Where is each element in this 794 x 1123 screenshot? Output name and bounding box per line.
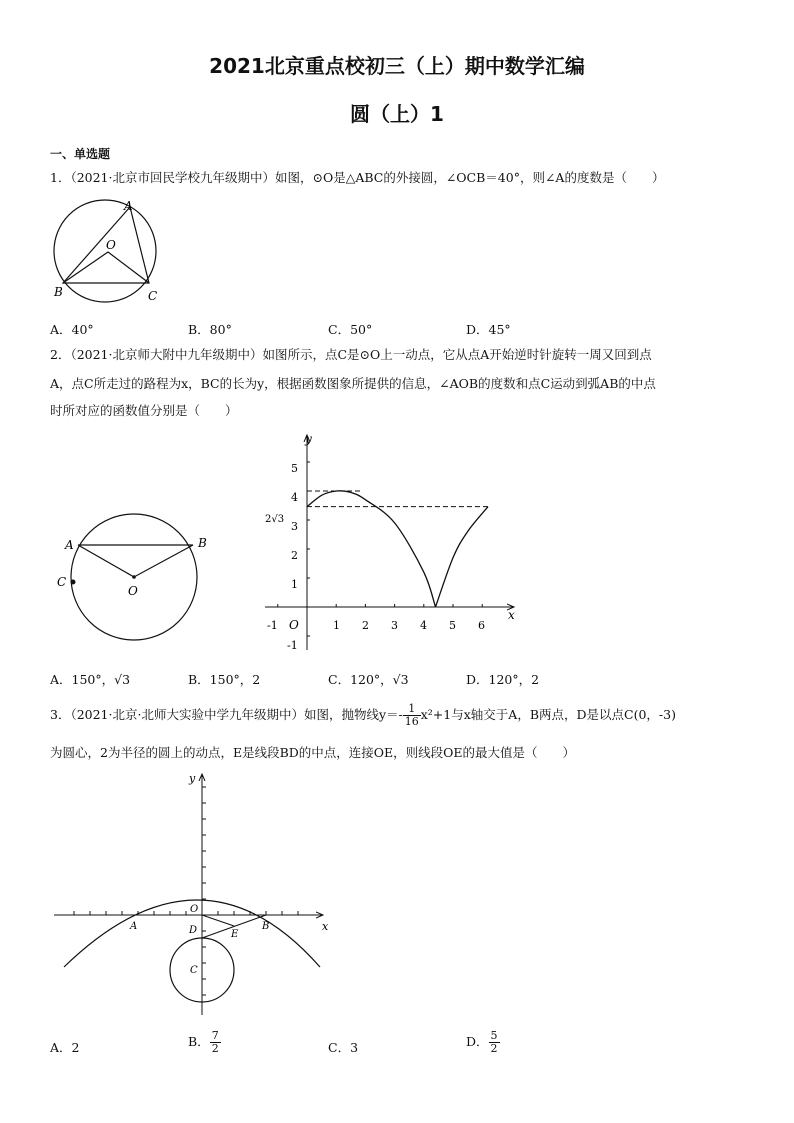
q3-parabola-figure xyxy=(50,770,340,1020)
q3-option-d-den: 2 xyxy=(490,1042,498,1055)
q1-option-b[interactable]: B．80° xyxy=(188,322,232,337)
graph-y-tick-neg1: -1 xyxy=(287,639,298,652)
q2-point-c xyxy=(71,580,76,585)
graph-origin-label: O xyxy=(289,618,299,632)
graph-x-tick-1: 1 xyxy=(333,619,340,632)
q1-option-d[interactable]: D．45° xyxy=(466,322,511,337)
graph-series-line xyxy=(307,491,488,607)
q1-circle-figure xyxy=(48,196,168,306)
q2-point-o xyxy=(132,575,136,579)
q3-frac-num: 1 xyxy=(403,703,421,716)
section-title: 一、单选题 xyxy=(50,147,111,161)
q3-axis-ticks xyxy=(74,787,298,995)
q2-option-c[interactable]: C．120°，√3 xyxy=(328,672,409,687)
question-3-line-2: 为圆心，2为半径的圆上的动点，E是线段BD的中点，连接OE，则线段OE的最大值是（ ） xyxy=(50,745,576,760)
q3-option-d-fraction xyxy=(489,1030,500,1055)
q1-label-c: C xyxy=(148,289,158,303)
q3-label-b: B xyxy=(262,921,270,932)
q1-option-a[interactable]: A．40° xyxy=(50,322,94,337)
graph-x-tick-6: 6 xyxy=(478,619,485,632)
q3-option-b-den: 2 xyxy=(211,1042,219,1055)
q2-circle-figure xyxy=(52,505,212,655)
q3-option-c[interactable]: C．3 xyxy=(328,1040,359,1055)
q2-label-c: C xyxy=(57,575,67,589)
q3-text-a: 3．（2021·北京·北师大实验中学九年级期中）如图，抛物线y＝- xyxy=(50,707,403,722)
graph-reference-lines xyxy=(307,491,488,507)
page-subtitle: 圆（上）1 xyxy=(350,102,444,126)
graph-ticks xyxy=(278,462,482,636)
q3-option-b-prefix: B． xyxy=(188,1034,210,1049)
graph-y-label: y xyxy=(305,432,312,446)
graph-label-2sqrt3: 2√3 xyxy=(265,514,285,525)
q3-label-o: O xyxy=(190,904,199,915)
question-3-line-1 xyxy=(50,703,676,728)
q3-label-x: x xyxy=(322,920,329,933)
q3-option-a[interactable]: A．2 xyxy=(50,1040,80,1055)
q3-option-d-num: 5 xyxy=(490,1029,498,1042)
question-1-stem: 1．（2021·北京市回民学校九年级期中）如图，⊙O是△ABC的外接圆，∠OCB＝40°，则∠A的度数是（ ） xyxy=(50,170,665,185)
graph-x-tick-4: 4 xyxy=(420,619,427,632)
q3-label-d: D xyxy=(189,925,198,936)
q2-label-a: A xyxy=(65,538,74,552)
q3-fraction xyxy=(403,703,421,728)
q2-chord-ab xyxy=(78,545,193,577)
q2-option-a[interactable]: A．150°，√3 xyxy=(50,672,131,687)
q3-option-b-fraction xyxy=(210,1030,221,1055)
q1-option-c[interactable]: C．50° xyxy=(328,322,373,337)
question-2-line-1: 2．（2021·北京师大附中九年级期中）如图所示，点C是⊙O上一动点，它从点A开始逆时针旋转一周又回到点 xyxy=(50,347,652,362)
graph-x-tick-neg1: -1 xyxy=(267,619,278,632)
q3-frac-den: 16 xyxy=(404,715,419,728)
q1-label-b: B xyxy=(54,285,63,299)
graph-x-tick-2: 2 xyxy=(362,619,369,632)
q2-option-d[interactable]: D．120°，2 xyxy=(466,672,540,687)
q1-label-o: O xyxy=(106,238,116,252)
q2-label-o: O xyxy=(128,584,138,598)
q2-option-b[interactable]: B．150°，2 xyxy=(188,672,261,687)
q3-option-d[interactable] xyxy=(466,1030,500,1055)
graph-y-tick-5: 5 xyxy=(291,462,298,475)
graph-y-tick-4: 4 xyxy=(291,491,298,504)
question-2-line-3: 时所对应的函数值分别是（ ） xyxy=(50,403,238,418)
q3-label-a: A xyxy=(130,921,138,932)
q3-option-b[interactable] xyxy=(188,1030,221,1055)
q2-function-graph xyxy=(255,430,525,660)
q2-label-b: B xyxy=(198,536,207,550)
q3-option-b-num: 7 xyxy=(211,1029,219,1042)
q3-option-d-prefix: D． xyxy=(466,1034,489,1049)
page-title: 2021北京重点校初三（上）期中数学汇编 xyxy=(209,54,585,78)
graph-x-tick-5: 5 xyxy=(449,619,456,632)
q3-label-e: E xyxy=(231,929,239,940)
graph-y-tick-2: 2 xyxy=(291,549,298,562)
question-2-line-2: A，点C所走过的路程为x，BC的长为y，根据函数图象所提供的信息，∠AOB的度数和点C运动到弧AB的中点 xyxy=(50,376,656,391)
graph-y-tick-1: 1 xyxy=(291,578,298,591)
q3-label-y: y xyxy=(189,772,196,785)
q3-text-b: x²+1与x轴交于A，B两点，D是以点C(0，-3) xyxy=(420,707,676,722)
graph-x-tick-3: 3 xyxy=(391,619,398,632)
q1-label-a: A xyxy=(124,199,133,213)
q3-label-c: C xyxy=(190,965,198,976)
q3-segment-oe xyxy=(202,915,234,926)
graph-y-tick-3: 3 xyxy=(291,520,298,533)
graph-x-label: x xyxy=(508,608,515,622)
